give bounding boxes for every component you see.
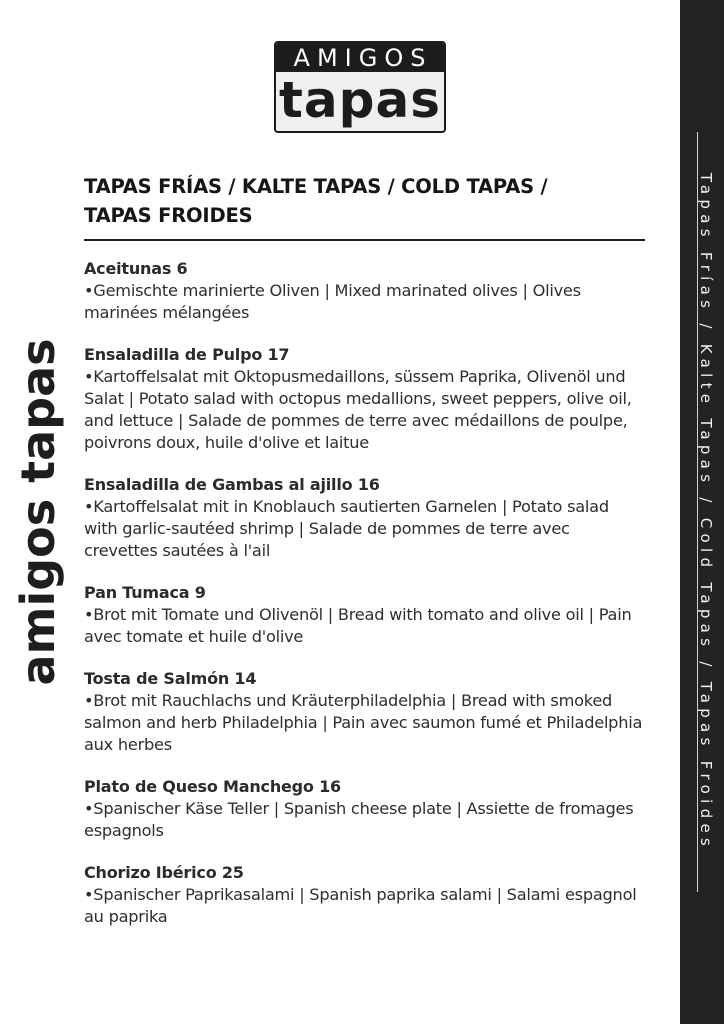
menu-item-name: Pan Tumaca 9: [84, 583, 206, 602]
menu-item: [84, 474, 646, 562]
menu-item-description: •Kartoffelsalat mit Oktopusmedaillons, süssem Paprika, Olivenöl und Salat | Potato salad with octopus medallions, sweet peppers, olive oil, and lettuce | Salade de pommes de terre avec médaillons de poulpe, poivrons doux, huile d'olive et laitue: [84, 367, 632, 452]
menu-item-name: Tosta de Salmón 14: [84, 669, 257, 688]
menu-item: [84, 258, 646, 324]
menu-item-description: •Spanischer Käse Teller | Spanish cheese plate | Assiette de fromages espagnols: [84, 799, 634, 840]
menu-item-description: •Spanischer Paprikasalami | Spanish paprika salami | Salami espagnol au paprika: [84, 885, 637, 926]
menu-item: [84, 862, 646, 928]
menu-item-name: Ensaladilla de Gambas al ajillo 16: [84, 475, 380, 494]
right-side-bar: [680, 0, 724, 1024]
section-title-line1: TAPAS FRÍAS / KALTE TAPAS / COLD TAPAS /: [84, 175, 548, 198]
right-bar-category-text: Tapas Frías / Kalte Tapas / Cold Tapas / Tapas Froides: [697, 172, 715, 852]
menu-item-description: •Brot mit Rauchlachs und Kräuterphiladelphia | Bread with smoked salmon and herb Philadelphia | Pain avec saumon fumé et Philadelphia aux herbes: [84, 691, 643, 754]
menu-item-name: Chorizo Ibérico 25: [84, 863, 244, 882]
section-title: [84, 172, 646, 230]
menu-item: [84, 776, 646, 842]
logo-bottom-text: tapas: [279, 71, 441, 129]
section-divider: [84, 239, 645, 241]
amigos-tapas-logo: [274, 41, 446, 133]
menu-item-description: •Kartoffelsalat mit in Knoblauch sautierten Garnelen | Potato salad with garlic-sautéed shrimp | Salade de pommes de terre avec crevettes sautées à l'ail: [84, 497, 609, 560]
logo-top-text: AMIGOS: [276, 43, 444, 72]
menu-item-description: •Brot mit Tomate und Olivenöl | Bread with tomato and olive oil | Pain avec tomate et huile d'olive: [84, 605, 632, 646]
menu-item-name: Ensaladilla de Pulpo 17: [84, 345, 290, 364]
side-brand-text: amigos tapas: [11, 338, 65, 686]
menu-item: [84, 668, 646, 756]
menu-item-name: Plato de Queso Manchego 16: [84, 777, 341, 796]
menu-item: [84, 582, 646, 648]
menu-item-description: •Gemischte marinierte Oliven | Mixed marinated olives | Olives marinées mélangées: [84, 281, 581, 322]
menu-content: [84, 172, 646, 948]
menu-item-name: Aceitunas 6: [84, 259, 188, 278]
section-title-line2: TAPAS FROIDES: [84, 204, 253, 227]
menu-item: [84, 344, 646, 454]
